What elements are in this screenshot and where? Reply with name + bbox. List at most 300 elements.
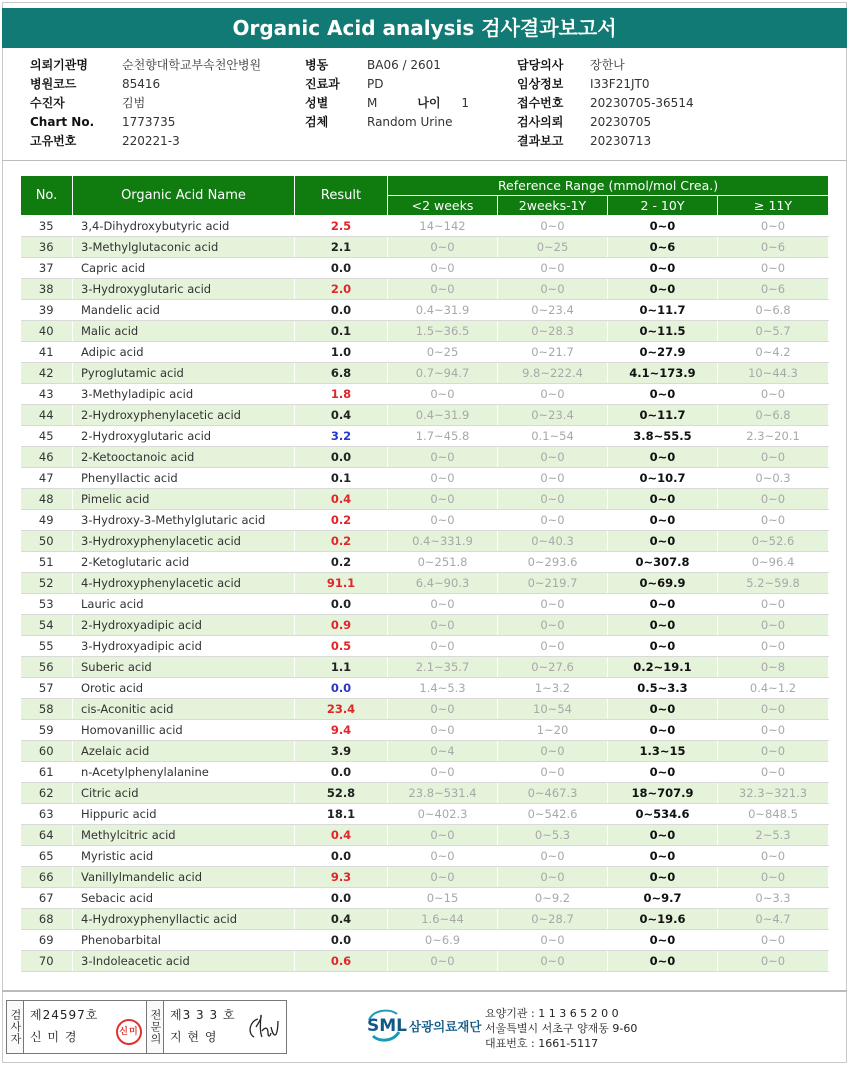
cell-result: 0.0 [295, 300, 388, 321]
cell-no: 61 [21, 762, 73, 783]
table-row [21, 678, 829, 699]
info-value: I33F21JT0 [590, 77, 650, 91]
cell-ref-2-10y: 0~534.6 [608, 804, 718, 825]
cell-result: 9.3 [295, 867, 388, 888]
cell-result: 3.9 [295, 741, 388, 762]
cell-result: 0.4 [295, 825, 388, 846]
cell-ref-over-11y: 0~0 [718, 615, 829, 636]
cell-ref-over-11y: 2.3~20.1 [718, 426, 829, 447]
cell-ref-under-2-weeks: 0~0 [388, 846, 498, 867]
cell-ref-under-2-weeks: 0~0 [388, 237, 498, 258]
cell-ref-over-11y: 0~0 [718, 258, 829, 279]
cell-ref-under-2-weeks: 0.4~31.9 [388, 300, 498, 321]
info-row [517, 113, 694, 132]
cell-ref-2weeks-1y: 0~0 [498, 447, 608, 468]
cell-no: 40 [21, 321, 73, 342]
cell-no: 49 [21, 510, 73, 531]
cell-result: 0.9 [295, 615, 388, 636]
info-label: 병동 [305, 58, 329, 72]
cell-ref-under-2-weeks: 23.8~531.4 [388, 783, 498, 804]
cell-ref-2-10y: 0~0 [608, 531, 718, 552]
cell-result: 0.0 [295, 594, 388, 615]
cell-result: 3.2 [295, 426, 388, 447]
info-row [305, 56, 469, 75]
cell-no: 55 [21, 636, 73, 657]
cell-ref-2-10y: 0~0 [608, 930, 718, 951]
table-row [21, 783, 829, 804]
table-row [21, 825, 829, 846]
cell-no: 58 [21, 699, 73, 720]
cell-ref-under-2-weeks: 1.4~5.3 [388, 678, 498, 699]
cell-ref-2-10y: 0~11.5 [608, 321, 718, 342]
info-row [305, 75, 469, 94]
cell-ref-under-2-weeks: 0~0 [388, 615, 498, 636]
cell-ref-under-2-weeks: 6.4~90.3 [388, 573, 498, 594]
cell-name: Adipic acid [73, 342, 295, 363]
cell-ref-under-2-weeks: 1.7~45.8 [388, 426, 498, 447]
cell-ref-2-10y: 18~707.9 [608, 783, 718, 804]
cell-ref-over-11y: 0~0 [718, 720, 829, 741]
cell-ref-over-11y: 0~0 [718, 510, 829, 531]
cell-ref-over-11y: 0~6 [718, 237, 829, 258]
cell-ref-2-10y: 3.8~55.5 [608, 426, 718, 447]
cell-ref-over-11y: 0~4.7 [718, 909, 829, 930]
table-row [21, 867, 829, 888]
cell-name: 4-Hydroxyphenylacetic acid [73, 573, 295, 594]
tester-cell [24, 1001, 147, 1053]
info-label: 임상정보 [517, 77, 564, 91]
cell-ref-2weeks-1y: 0~0 [498, 384, 608, 405]
sml-logo [365, 1006, 481, 1046]
cell-name: 3-Indoleacetic acid [73, 951, 295, 972]
cell-ref-under-2-weeks: 0~15 [388, 888, 498, 909]
cell-ref-2-10y: 0~0 [608, 510, 718, 531]
cell-ref-2-10y: 0~0 [608, 846, 718, 867]
cell-no: 62 [21, 783, 73, 804]
cell-result: 1.8 [295, 384, 388, 405]
cell-ref-2-10y: 0~27.9 [608, 342, 718, 363]
cell-ref-under-2-weeks: 1.5~36.5 [388, 321, 498, 342]
cell-name: 3,4-Dihydroxybutyric acid [73, 216, 295, 237]
info-label: 고유번호 [30, 134, 77, 148]
cell-name: Capric acid [73, 258, 295, 279]
cell-result: 1.0 [295, 342, 388, 363]
cell-no: 44 [21, 405, 73, 426]
table-row [21, 321, 829, 342]
cell-name: 3-Hydroxy-3-Methylglutaric acid [73, 510, 295, 531]
cell-ref-over-11y: 0~0 [718, 384, 829, 405]
cell-ref-under-2-weeks: 0~6.9 [388, 930, 498, 951]
info-label: 담당의사 [517, 58, 564, 72]
cell-no: 64 [21, 825, 73, 846]
info-label: 검체 [305, 115, 329, 129]
info-row [305, 113, 469, 132]
cell-ref-2weeks-1y: 0~9.2 [498, 888, 608, 909]
cell-ref-2weeks-1y: 0~23.4 [498, 405, 608, 426]
header-no: No. [21, 176, 73, 216]
cell-ref-over-11y: 0~0 [718, 867, 829, 888]
cell-ref-2weeks-1y: 0~0 [498, 468, 608, 489]
cell-name: Mandelic acid [73, 300, 295, 321]
table-row [21, 216, 829, 237]
header-result: Result [295, 176, 388, 216]
cell-ref-under-2-weeks: 0~0 [388, 489, 498, 510]
table-row [21, 699, 829, 720]
cell-ref-2weeks-1y: 0~5.3 [498, 825, 608, 846]
cell-no: 59 [21, 720, 73, 741]
table-row [21, 510, 829, 531]
cell-no: 52 [21, 573, 73, 594]
cell-no: 50 [21, 531, 73, 552]
cell-name: Vanillylmandelic acid [73, 867, 295, 888]
table-row [21, 279, 829, 300]
cell-ref-under-2-weeks: 0~0 [388, 594, 498, 615]
cell-ref-over-11y: 0~0 [718, 741, 829, 762]
cell-result: 0.1 [295, 321, 388, 342]
tester-label [7, 1001, 24, 1053]
cell-ref-2weeks-1y: 0~467.3 [498, 783, 608, 804]
info-row [517, 132, 694, 151]
cell-ref-under-2-weeks: 0~0 [388, 384, 498, 405]
info-label: Chart No. [30, 115, 95, 129]
table-row [21, 342, 829, 363]
cell-ref-under-2-weeks: 0~0 [388, 447, 498, 468]
cell-ref-under-2-weeks: 0.4~31.9 [388, 405, 498, 426]
cell-no: 57 [21, 678, 73, 699]
info-column-3 [517, 56, 694, 151]
cell-no: 53 [21, 594, 73, 615]
cell-name: 2-Hydroxyadipic acid [73, 615, 295, 636]
cell-ref-over-11y: 0~6.8 [718, 300, 829, 321]
age-label: 나이 [417, 96, 441, 110]
cell-result: 6.8 [295, 363, 388, 384]
tester-license: 제24597호 [30, 1008, 99, 1022]
cell-no: 39 [21, 300, 73, 321]
cell-ref-2-10y: 0~19.6 [608, 909, 718, 930]
cell-ref-2-10y: 0~0 [608, 825, 718, 846]
cell-ref-2-10y: 0~0 [608, 636, 718, 657]
cell-ref-2weeks-1y: 0~0 [498, 846, 608, 867]
cell-name: Phenobarbital [73, 930, 295, 951]
cell-result: 0.0 [295, 447, 388, 468]
table-row [21, 363, 829, 384]
specialist-label [147, 1001, 164, 1053]
info-value: 20230705-36514 [590, 96, 694, 110]
cell-ref-under-2-weeks: 0~0 [388, 762, 498, 783]
info-value: M [367, 96, 378, 110]
table-row [21, 447, 829, 468]
cell-no: 70 [21, 951, 73, 972]
cell-no: 56 [21, 657, 73, 678]
cell-ref-2weeks-1y: 1~20 [498, 720, 608, 741]
cell-ref-over-11y: 0~3.3 [718, 888, 829, 909]
org-info-line: 요양기관 : 1 1 3 6 5 2 0 0 [485, 1007, 619, 1020]
specialist-cell [164, 1001, 286, 1053]
cell-ref-under-2-weeks: 0~251.8 [388, 552, 498, 573]
cell-ref-2-10y: 0~0 [608, 594, 718, 615]
cell-no: 69 [21, 930, 73, 951]
cell-result: 0.6 [295, 951, 388, 972]
table-row [21, 384, 829, 405]
cell-ref-2weeks-1y: 0~293.6 [498, 552, 608, 573]
cell-ref-over-11y: 0~6 [718, 279, 829, 300]
info-label: 성별 [305, 96, 329, 110]
cell-result: 0.0 [295, 258, 388, 279]
cell-ref-2-10y: 0~0 [608, 615, 718, 636]
cell-ref-2-10y: 0~0 [608, 258, 718, 279]
cell-ref-under-2-weeks: 0~0 [388, 951, 498, 972]
results-table [20, 175, 829, 972]
cell-ref-over-11y: 0~0 [718, 846, 829, 867]
cell-ref-over-11y: 32.3~321.3 [718, 783, 829, 804]
cell-ref-2weeks-1y: 0~0 [498, 636, 608, 657]
cell-no: 47 [21, 468, 73, 489]
cell-ref-2-10y: 0.5~3.3 [608, 678, 718, 699]
cell-name: Myristic acid [73, 846, 295, 867]
cell-ref-under-2-weeks: 0~0 [388, 699, 498, 720]
table-row [21, 426, 829, 447]
cell-ref-over-11y: 0~0 [718, 699, 829, 720]
cell-ref-2weeks-1y: 0~0 [498, 489, 608, 510]
cell-no: 63 [21, 804, 73, 825]
cell-result: 91.1 [295, 573, 388, 594]
table-row [21, 720, 829, 741]
signature-box [6, 1000, 287, 1054]
cell-no: 35 [21, 216, 73, 237]
info-label: 접수번호 [517, 96, 564, 110]
table-row [21, 930, 829, 951]
cell-result: 23.4 [295, 699, 388, 720]
cell-result: 0.2 [295, 510, 388, 531]
info-label: 검사의뢰 [517, 115, 564, 129]
table-row [21, 573, 829, 594]
cell-name: Malic acid [73, 321, 295, 342]
cell-ref-over-11y: 0~0 [718, 636, 829, 657]
cell-name: 4-Hydroxyphenyllactic acid [73, 909, 295, 930]
cell-no: 42 [21, 363, 73, 384]
cell-ref-2-10y: 0~0 [608, 699, 718, 720]
cell-no: 43 [21, 384, 73, 405]
cell-ref-2weeks-1y: 0~23.4 [498, 300, 608, 321]
cell-name: Pyroglutamic acid [73, 363, 295, 384]
cell-ref-2-10y: 4.1~173.9 [608, 363, 718, 384]
cell-no: 45 [21, 426, 73, 447]
table-row [21, 762, 829, 783]
cell-ref-under-2-weeks: 0~0 [388, 867, 498, 888]
cell-ref-2-10y: 0~0 [608, 216, 718, 237]
table-row [21, 405, 829, 426]
cell-result: 0.5 [295, 636, 388, 657]
table-row [21, 594, 829, 615]
cell-result: 0.2 [295, 531, 388, 552]
cell-ref-2weeks-1y: 0~28.3 [498, 321, 608, 342]
logo-mark-text: SML [367, 1016, 407, 1036]
cell-no: 66 [21, 867, 73, 888]
cell-ref-2-10y: 1.3~15 [608, 741, 718, 762]
cell-name: cis-Aconitic acid [73, 699, 295, 720]
cell-ref-2weeks-1y: 0~0 [498, 867, 608, 888]
info-row [517, 94, 694, 113]
cell-result: 0.0 [295, 678, 388, 699]
cell-name: Citric acid [73, 783, 295, 804]
cell-ref-2weeks-1y: 1~3.2 [498, 678, 608, 699]
cell-ref-2weeks-1y: 0~542.6 [498, 804, 608, 825]
specialist-license: 제3 3 3 호 [170, 1008, 236, 1022]
cell-ref-over-11y: 0~5.7 [718, 321, 829, 342]
info-value: 김범 [122, 96, 146, 110]
table-row [21, 909, 829, 930]
cell-ref-2-10y: 0~0 [608, 762, 718, 783]
cell-ref-2-10y: 0~0 [608, 279, 718, 300]
cell-ref-under-2-weeks: 0~0 [388, 636, 498, 657]
cell-name: Azelaic acid [73, 741, 295, 762]
cell-ref-2-10y: 0~0 [608, 384, 718, 405]
cell-result: 0.4 [295, 909, 388, 930]
table-row [21, 888, 829, 909]
table-row [21, 552, 829, 573]
cell-ref-2-10y: 0~0 [608, 720, 718, 741]
cell-result: 1.1 [295, 657, 388, 678]
cell-ref-2weeks-1y: 0~0 [498, 762, 608, 783]
cell-name: Sebacic acid [73, 888, 295, 909]
cell-ref-2weeks-1y: 0~0 [498, 279, 608, 300]
cell-no: 60 [21, 741, 73, 762]
cell-result: 0.2 [295, 552, 388, 573]
cell-ref-under-2-weeks: 0.7~94.7 [388, 363, 498, 384]
cell-name: 2-Hydroxyglutaric acid [73, 426, 295, 447]
cell-ref-2weeks-1y: 0~40.3 [498, 531, 608, 552]
cell-ref-over-11y: 5.2~59.8 [718, 573, 829, 594]
cell-result: 2.0 [295, 279, 388, 300]
org-name: 삼광의료재단 [409, 1019, 482, 1034]
cell-ref-under-2-weeks: 0~0 [388, 258, 498, 279]
cell-ref-under-2-weeks: 2.1~35.7 [388, 657, 498, 678]
header-range-under-2-weeks: <2 weeks [388, 196, 498, 216]
info-row [517, 75, 694, 94]
info-value: 20230705 [590, 115, 652, 129]
cell-ref-2-10y: 0~0 [608, 867, 718, 888]
cell-ref-under-2-weeks: 0~0 [388, 720, 498, 741]
footer-divider [2, 990, 847, 992]
cell-ref-2weeks-1y: 0~219.7 [498, 573, 608, 594]
cell-result: 0.0 [295, 846, 388, 867]
cell-ref-over-11y: 0~6.8 [718, 405, 829, 426]
cell-result: 0.0 [295, 930, 388, 951]
header-range-2weeks-1y: 2weeks-1Y [498, 196, 608, 216]
cell-ref-over-11y: 0~0 [718, 216, 829, 237]
cell-name: 3-Hydroxyglutaric acid [73, 279, 295, 300]
table-row [21, 951, 829, 972]
cell-ref-over-11y: 0~0 [718, 594, 829, 615]
table-row [21, 804, 829, 825]
cell-no: 54 [21, 615, 73, 636]
cell-ref-2weeks-1y: 0~0 [498, 741, 608, 762]
cell-ref-over-11y: 0~4.2 [718, 342, 829, 363]
info-value: 장한나 [590, 58, 625, 72]
signature-icon [244, 1013, 280, 1043]
cell-ref-2weeks-1y: 0~0 [498, 930, 608, 951]
cell-result: 0.0 [295, 888, 388, 909]
table-row [21, 741, 829, 762]
specialist-label-text: 전문의 [149, 1009, 162, 1045]
org-info [485, 1006, 637, 1051]
cell-name: n-Acetylphenylalanine [73, 762, 295, 783]
cell-ref-over-11y: 0~52.6 [718, 531, 829, 552]
info-row [30, 113, 261, 132]
cell-name: Phenyllactic acid [73, 468, 295, 489]
age-value: 1 [461, 96, 469, 110]
cell-ref-over-11y: 0~0.3 [718, 468, 829, 489]
specialist-name: 지 현 영 [170, 1030, 218, 1044]
cell-ref-2weeks-1y: 10~54 [498, 699, 608, 720]
cell-name: 2-Hydroxyphenylacetic acid [73, 405, 295, 426]
cell-ref-under-2-weeks: 0~0 [388, 825, 498, 846]
cell-no: 51 [21, 552, 73, 573]
cell-ref-2weeks-1y: 0~0 [498, 510, 608, 531]
header-name: Organic Acid Name [73, 176, 295, 216]
cell-ref-over-11y: 0~8 [718, 657, 829, 678]
cell-result: 2.5 [295, 216, 388, 237]
cell-ref-over-11y: 0~96.4 [718, 552, 829, 573]
cell-ref-2-10y: 0~307.8 [608, 552, 718, 573]
results-body [21, 216, 829, 972]
cell-ref-under-2-weeks: 0~0 [388, 468, 498, 489]
table-row [21, 489, 829, 510]
cell-ref-2-10y: 0~10.7 [608, 468, 718, 489]
cell-no: 65 [21, 846, 73, 867]
cell-ref-2weeks-1y: 0~27.6 [498, 657, 608, 678]
cell-ref-under-2-weeks: 0~0 [388, 279, 498, 300]
cell-name: Suberic acid [73, 657, 295, 678]
cell-ref-over-11y: 0~0 [718, 762, 829, 783]
info-row [517, 56, 694, 75]
cell-ref-over-11y: 0~0 [718, 489, 829, 510]
cell-ref-over-11y: 10~44.3 [718, 363, 829, 384]
info-value: Random Urine [367, 115, 453, 129]
cell-ref-over-11y: 2~5.3 [718, 825, 829, 846]
cell-result: 0.4 [295, 489, 388, 510]
cell-ref-2weeks-1y: 0~0 [498, 258, 608, 279]
cell-no: 36 [21, 237, 73, 258]
cell-ref-2weeks-1y: 0~0 [498, 615, 608, 636]
cell-name: 3-Hydroxyadipic acid [73, 636, 295, 657]
cell-name: 3-Hydroxyphenylacetic acid [73, 531, 295, 552]
cell-name: Orotic acid [73, 678, 295, 699]
cell-ref-2weeks-1y: 9.8~222.4 [498, 363, 608, 384]
cell-ref-over-11y: 0.4~1.2 [718, 678, 829, 699]
info-value: 220221-3 [122, 134, 180, 148]
cell-ref-under-2-weeks: 14~142 [388, 216, 498, 237]
cell-result: 52.8 [295, 783, 388, 804]
table-row [21, 531, 829, 552]
cell-ref-2-10y: 0~69.9 [608, 573, 718, 594]
cell-no: 46 [21, 447, 73, 468]
info-label: 병원코드 [30, 77, 77, 91]
table-row [21, 237, 829, 258]
cell-ref-2weeks-1y: 0~0 [498, 951, 608, 972]
cell-result: 18.1 [295, 804, 388, 825]
cell-name: Lauric acid [73, 594, 295, 615]
info-label: 진료과 [305, 77, 340, 91]
cell-result: 0.1 [295, 468, 388, 489]
logo-icon [365, 1006, 405, 1046]
info-column-1 [30, 56, 261, 151]
cell-ref-over-11y: 0~0 [718, 951, 829, 972]
info-row [30, 94, 261, 113]
cell-name: 3-Methylglutaconic acid [73, 237, 295, 258]
cell-name: 3-Methyladipic acid [73, 384, 295, 405]
info-row [30, 75, 261, 94]
